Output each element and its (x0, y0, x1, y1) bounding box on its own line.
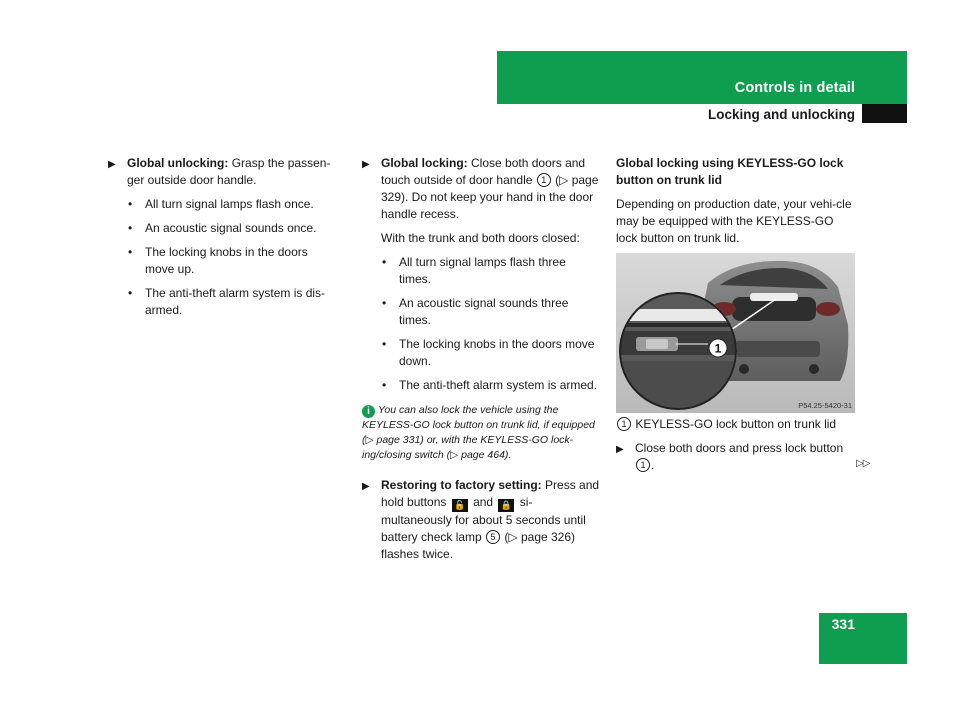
step-title: Restoring to factory setting: (381, 478, 542, 492)
result-list (127, 196, 340, 319)
list-item: • The anti-theft alarm system is dis-armed. (128, 286, 326, 317)
step-title: Global unlocking: (127, 156, 229, 170)
image-caption: 1 KEYLESS-GO lock button on trunk lid (616, 416, 856, 433)
step-title: Global locking: (381, 156, 468, 170)
list-item: • An acoustic signal sounds three times. (382, 296, 569, 327)
list-item: • All turn signal lamps flash three times. (382, 255, 566, 286)
arrow-right-icon: ▶ (362, 159, 370, 170)
column-2 (362, 155, 600, 563)
step-factory-reset: ▶ Restoring to factory setting: Press and hold buttons 🔓 and 🔒 si-multaneously for about 5 seconds until battery check lamp 5 (▷ page 326) flashes twice. (362, 478, 600, 561)
car-rear-drawing (616, 253, 855, 413)
callout-number: 1 (537, 173, 551, 187)
callout-number: 5 (486, 530, 500, 544)
result-list (381, 254, 600, 394)
trunk-lock-illustration (616, 253, 855, 413)
list-item: • An acoustic signal sounds once. (128, 221, 317, 235)
intro-text: With the trunk and both doors closed: (381, 231, 580, 245)
step-global-unlocking (108, 155, 340, 189)
list-item: • All turn signal lamps flash once. (128, 197, 314, 211)
step-press-lock: ▶ Close both doors and press lock button 1 . (616, 441, 844, 472)
section-title: Controls in detail (734, 80, 855, 96)
page-number: 331 (831, 616, 855, 632)
callout-number: 1 (617, 417, 631, 431)
unlock-button-icon: 🔓 (452, 499, 468, 512)
header-tab-marker (862, 104, 907, 123)
continue-mark: ▷▷ (856, 458, 870, 469)
list-item: • The locking knobs in the doors move down. (382, 337, 595, 368)
arrow-right-icon: ▶ (616, 444, 624, 455)
info-note: i You can also lock the vehicle using the KEYLESS-GO lock button on trunk lid, if equipped (▷ page 331) or, with the KEYLESS-GO lock-ing/closing switch (▷ page 464). (362, 404, 595, 461)
column-3-lower (616, 416, 856, 474)
image-code: P54.25-5420-31 (798, 401, 852, 410)
section-heading: Global locking using KEYLESS-GO lock button on trunk lid (616, 156, 844, 187)
lock-button-icon: 🔒 (498, 499, 514, 512)
arrow-right-icon: ▶ (362, 481, 370, 492)
header-bar (497, 51, 907, 104)
list-item: • The locking knobs in the doors move up. (128, 245, 308, 276)
page-number-box (819, 613, 907, 664)
column-1 (108, 155, 340, 319)
column-3 (616, 155, 856, 247)
image-callout: 1 (714, 341, 722, 356)
callout-number: 1 (636, 458, 650, 472)
arrow-right-icon: ▶ (108, 159, 116, 170)
step-global-locking: ▶ Global locking: Close both doors and touch outside of door handle 1 (▷ page 329). Do not keep your hand in the door handle recess. (362, 156, 599, 221)
list-item: • The anti-theft alarm system is armed. (382, 378, 598, 392)
step-text: Grasp the passen-ger outside door handle. (127, 156, 331, 187)
paragraph: Depending on production date, your vehi-cle may be equipped with the KEYLESS-GO lock button on trunk lid. (616, 197, 852, 245)
subsection-title: Locking and unlocking (707, 107, 855, 122)
info-icon: i (362, 405, 375, 418)
